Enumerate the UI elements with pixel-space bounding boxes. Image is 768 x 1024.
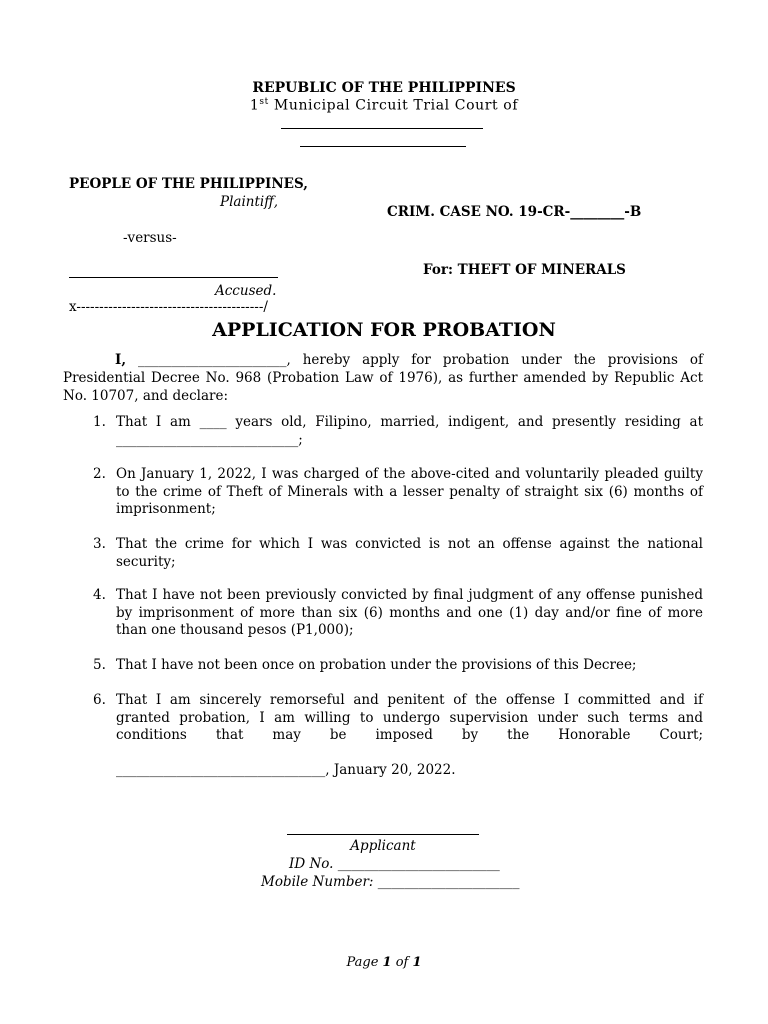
intro-lead: I, (115, 352, 127, 368)
date-line: _______________________________, January 20, 2022. (116, 762, 456, 778)
list-item-number: 5. (93, 657, 106, 673)
signature-line[interactable] (287, 834, 479, 835)
accused-name-blank[interactable] (69, 277, 278, 278)
case-number: CRIM. CASE NO. 19-CR-________-B (387, 204, 642, 220)
list-item-text: On January 1, 2022, I was charged of the above-cited and voluntarily pleaded guilty to the crime of Theft of Minerals with a lesser penalty of straight six (6) months of imprisonment; (116, 466, 703, 517)
list-item-number: 3. (93, 536, 106, 552)
court-location-blank-2[interactable] (300, 146, 466, 147)
list-item-number: 6. (93, 692, 106, 708)
list-item-text: That I have not been once on probation under the provisions of this Decree; (116, 657, 637, 673)
applicant-label: Applicant (350, 838, 416, 854)
list-item-number: 4. (93, 587, 106, 603)
republic-heading: REPUBLIC OF THE PHILIPPINES (252, 80, 516, 96)
list-item-number: 1. (93, 414, 106, 430)
page-prefix: Page (346, 955, 383, 970)
page-of: of (391, 955, 413, 970)
list-item-number: 2. (93, 466, 106, 482)
page-current: 1 (382, 955, 392, 970)
versus-label: -versus- (123, 230, 177, 246)
intro-paragraph (63, 351, 703, 405)
accused-role: Accused. (215, 283, 277, 299)
court-location-blank-1[interactable] (281, 128, 483, 129)
plaintiff-name: PEOPLE OF THE PHILIPPINES, (69, 176, 308, 192)
list-item-text: That the crime for which I was convicted is not an offense against the national security; (116, 536, 703, 570)
list-item (93, 657, 703, 675)
list-item (93, 692, 703, 745)
id-number-field: ID No. ________________________ (289, 856, 500, 872)
list-item (93, 414, 703, 449)
page-total: 1 (412, 955, 422, 970)
document-title: APPLICATION FOR PROBATION (212, 319, 556, 341)
list-item-text: That I am ____ years old, Filipino, married, indigent, and presently residing at ___________________________; (116, 414, 703, 448)
list-item-text: That I have not been previously convicted by final judgment of any offense punished by imprisonment of more than six (6) months and one (1) day and/or fine of more than one thousand pesos (P1,000); (116, 587, 703, 638)
list-item (93, 466, 703, 519)
court-name: Municipal Circuit Trial Court of (268, 97, 519, 114)
caption-separator: x-----------------------------------------/ (69, 299, 268, 315)
plaintiff-role: Plaintiff, (220, 194, 279, 210)
list-item-text: That I am sincerely remorseful and penitent of the offense I committed and if granted probation, I am willing to undergo supervision under such terms and conditions that may be imposed by the Honorable Court; (116, 692, 703, 743)
intro-text: ______________________, hereby apply for probation under the provisions of Presidential Decree No. 968 (Probation Law of 1976), as further amended by Republic Act No. 10707, and declare: (63, 352, 703, 404)
court-heading (0, 97, 768, 114)
court-ordinal-suffix: st (259, 97, 269, 107)
page-number (0, 955, 768, 970)
court-ordinal: 1 (249, 97, 260, 114)
mobile-number-field: Mobile Number: _____________________ (261, 874, 520, 890)
list-item (93, 536, 703, 571)
offense-label: For: THEFT OF MINERALS (423, 262, 626, 278)
list-item (93, 587, 703, 640)
